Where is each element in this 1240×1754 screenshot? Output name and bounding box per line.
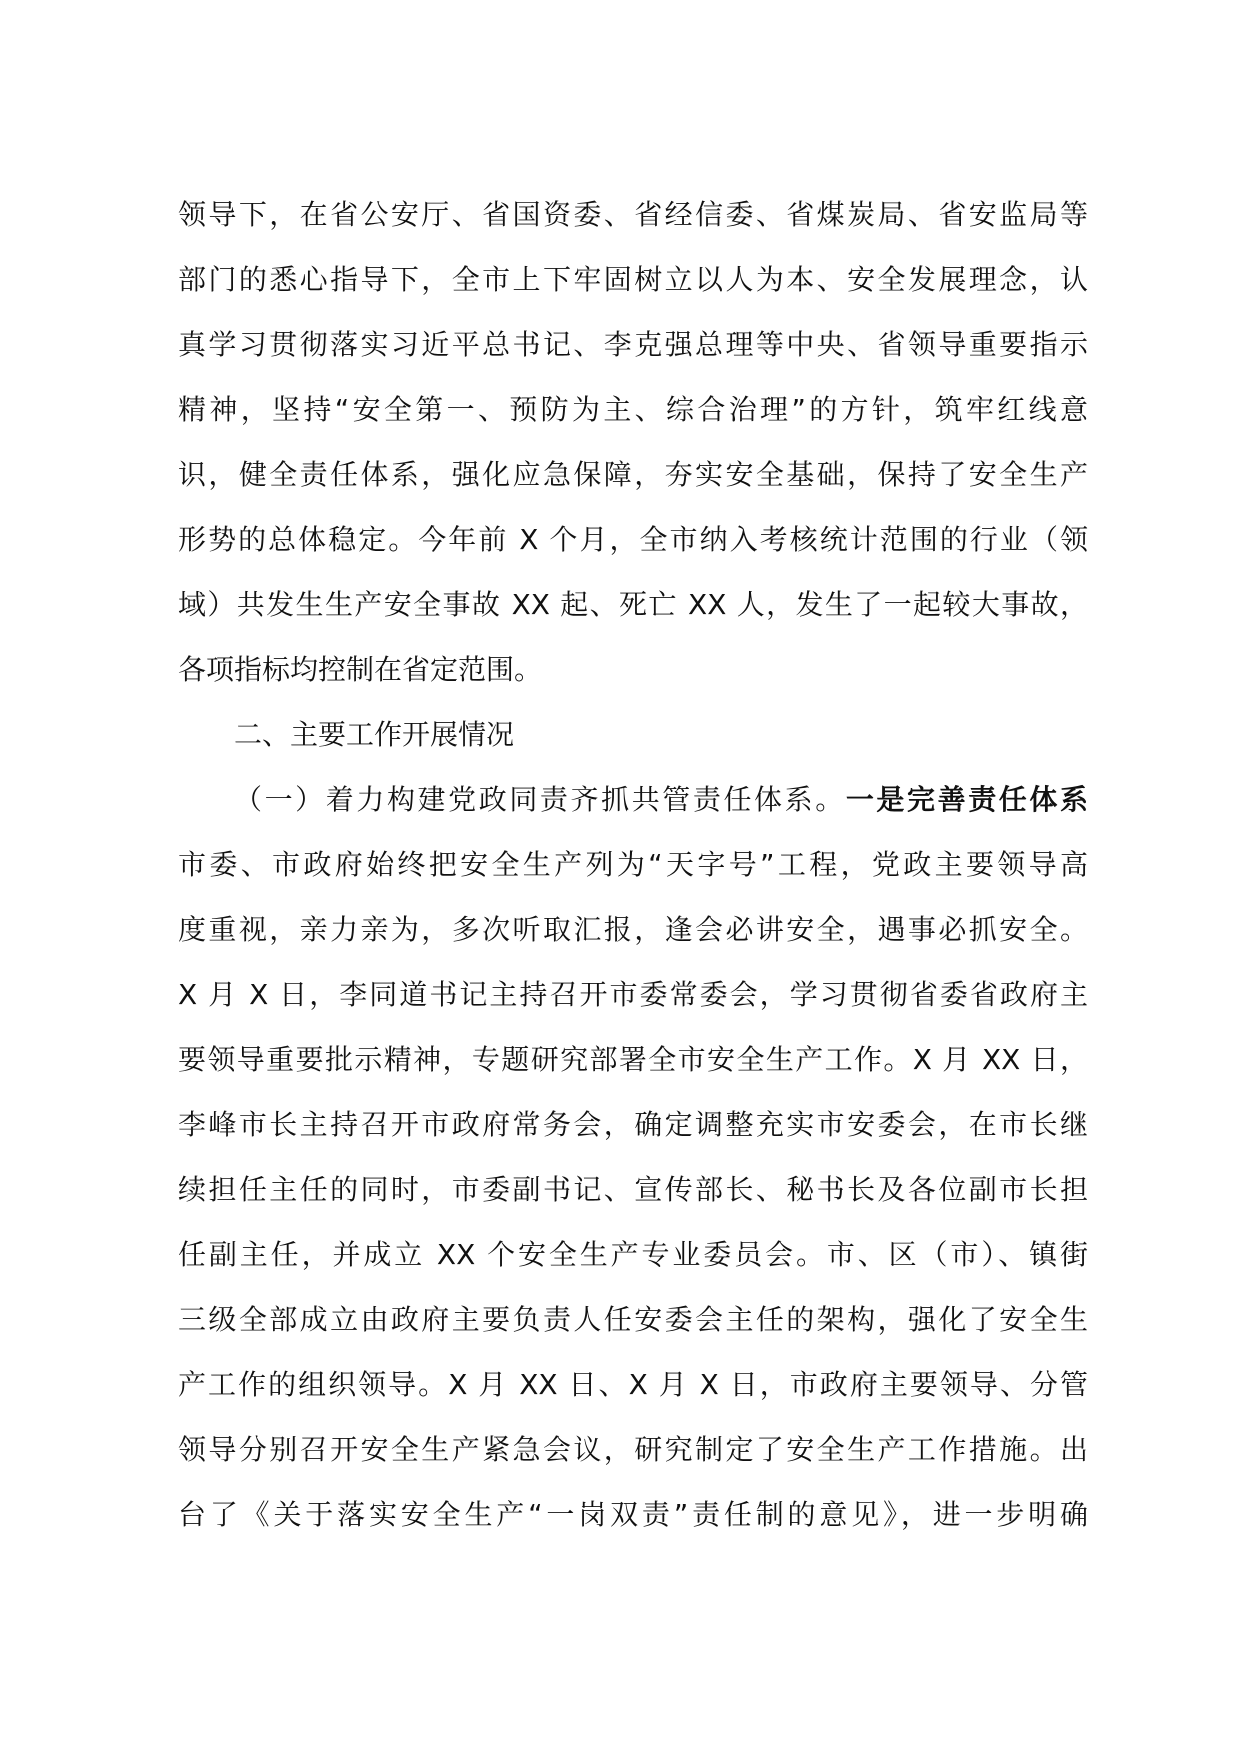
- body-text-line: 形势的总体稳定。今年前 X 个月，全市纳入考核统计范围的行业（领: [178, 523, 1088, 556]
- body-text-line: 部门的悉心指导下，全市上下牢固树立以人为本、安全发展理念，认: [178, 263, 1088, 296]
- body-text-line: 真学习贯彻落实习近平总书记、李克强总理等中央、省领导重要指示: [178, 328, 1088, 361]
- body-text-line: 台了《关于落实安全生产“一岗双责”责任制的意见》，进一步明确: [178, 1498, 1088, 1531]
- subsection-title: （一）着力构建党政同责齐抓共管责任体系。: [234, 783, 846, 816]
- body-text-line: X 月 X 日，李同道书记主持召开市委常委会，学习贯彻省委省政府主: [178, 978, 1088, 1011]
- body-text-line: 识，健全责任体系，强化应急保障，夯实安全基础，保持了安全生产: [178, 458, 1088, 491]
- body-text-line: 精神，坚持“安全第一、预防为主、综合治理”的方针，筑牢红线意: [178, 393, 1088, 426]
- body-text-line: 市委、市政府始终把安全生产列为“天字号”工程，党政主要领导高: [178, 848, 1088, 881]
- body-text-line: 域）共发生生产安全事故 XX 起、死亡 XX 人，发生了一起较大事故，: [178, 588, 1088, 621]
- body-text-line: 三级全部成立由政府主要负责人任安委会主任的架构，强化了安全生: [178, 1303, 1088, 1336]
- document-body: [178, 182, 1088, 1547]
- body-text-line: 产工作的组织领导。X 月 XX 日、X 月 X 日，市政府主要领导、分管: [178, 1368, 1088, 1401]
- body-text-line: 李峰市长主持召开市政府常务会，确定调整充实市安委会，在市长继: [178, 1108, 1088, 1141]
- section-heading: 二、主要工作开展情况: [234, 718, 515, 751]
- subsection-heading: [178, 767, 1088, 832]
- body-text-line: 任副主任，并成立 XX 个安全生产专业委员会。市、区（市）、镇街: [178, 1238, 1088, 1271]
- body-text-line: 要领导重要批示精神，专题研究部署全市安全生产工作。X 月 XX 日，: [178, 1043, 1088, 1076]
- subsection-bold-lead: 一是完善责任体系: [845, 783, 1088, 816]
- body-text-line: 领导分别召开安全生产紧急会议，研究制定了安全生产工作措施。出: [178, 1433, 1088, 1466]
- body-text-line: 领导下，在省公安厅、省国资委、省经信委、省煤炭局、省安监局等: [178, 198, 1088, 231]
- body-text-line: 度重视，亲力亲为，多次听取汇报，逢会必讲安全，遇事必抓安全。: [178, 913, 1088, 946]
- body-text-line: 续担任主任的同时，市委副书记、宣传部长、秘书长及各位副市长担: [178, 1173, 1088, 1206]
- body-text-line: 各项指标均控制在省定范围。: [178, 653, 543, 686]
